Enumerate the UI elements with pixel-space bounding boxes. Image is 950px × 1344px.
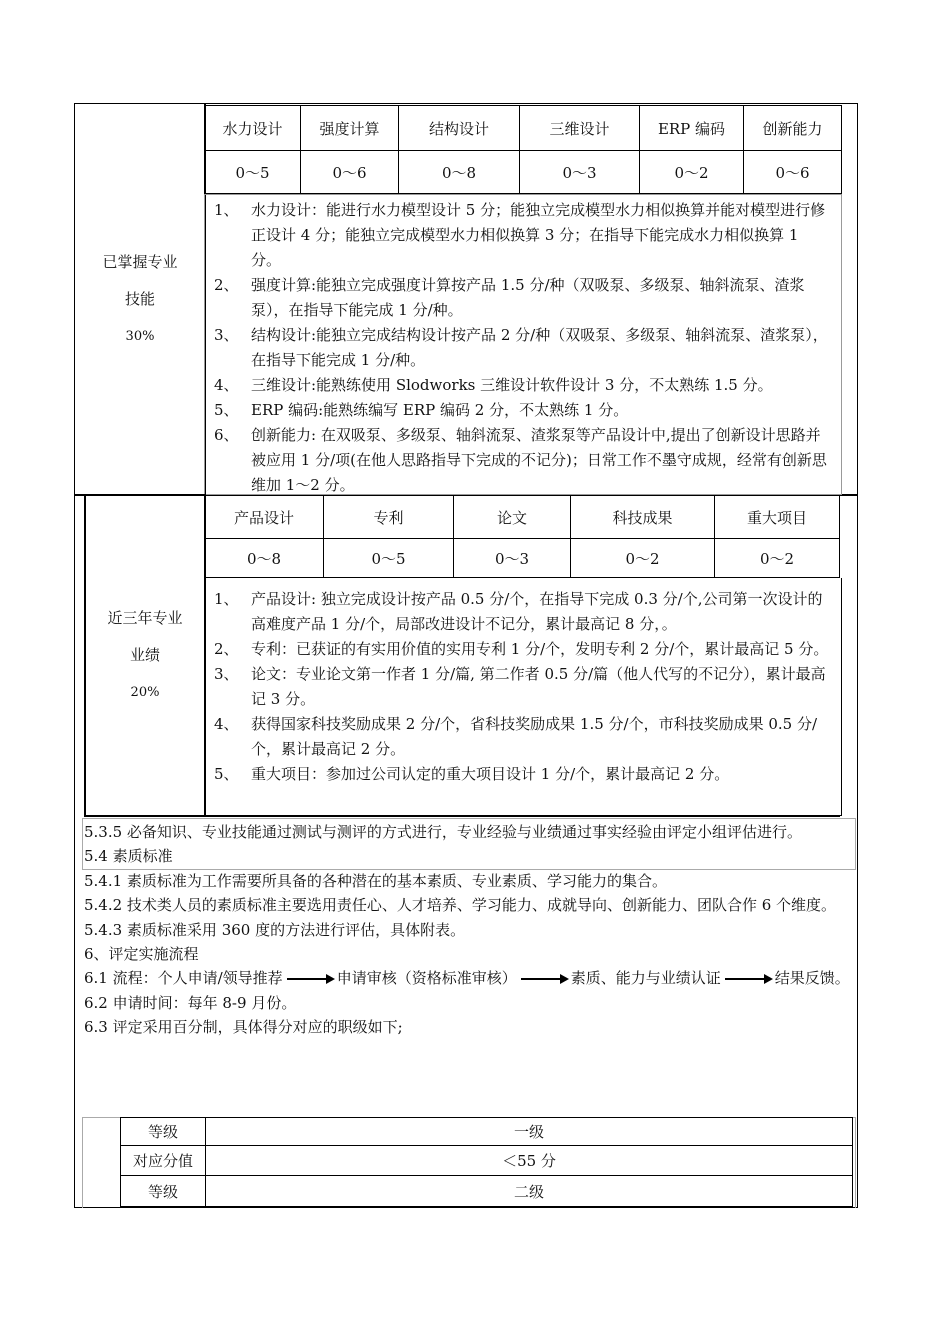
performance-header: 专利 [323, 495, 454, 539]
grade-key: 对应分值 [120, 1145, 206, 1176]
skill-header: 三维设计 [519, 105, 640, 151]
skills-criteria-list [214, 198, 832, 498]
paragraph-5-4-1: 5.4.1 素质标准为工作需要所具备的各种潜在的基本素质、专业素质、学习能力的集合。 [84, 871, 667, 890]
paragraph-6-3: 6.3 评定采用百分制，具体得分对应的职级如下; [84, 1018, 403, 1037]
performance-range: 0～3 [453, 538, 571, 578]
performance-header: 论文 [453, 495, 571, 539]
paragraph-5-3-5: 5.3.5 必备知识、专业技能通过测试与测评的方式进行，专业经验与业绩通过事实经验由评定小组评估进行。 [84, 823, 802, 841]
grade-value: 二级 [205, 1175, 853, 1207]
list-item: 2、 强度计算:能独立完成强度计算按产品 1.5 分/种（双吸泵、多级泵、轴斜流泵、渣浆泵），在指导下能完成 1 分/种。 [214, 276, 805, 319]
performance-range: 0～2 [570, 538, 715, 578]
list-item: 3、 结构设计:能独立完成结构设计按产品 2 分/种（双吸泵、多级泵、轴斜流泵、渣浆泵），在指导下能完成 1 分/种。 [214, 326, 828, 369]
performance-range: 0～2 [714, 538, 840, 578]
skill-range: 0～5 [204, 150, 301, 194]
grade-key: 等级 [120, 1117, 206, 1146]
list-item: 1、 产品设计: 独立完成设计按产品 0.5 分/个，在指导下完成 0.3 分/个,公司第一次设计的高难度产品 1 分/个，局部改进设计不记分，累计最高记 8 分，。 [214, 590, 823, 633]
grade-value: ＜55 分 [205, 1145, 853, 1176]
list-item: 1、 水力设计：能进行水力模型设计 5 分；能独立完成模型水力相似换算并能对模型进行修正设计 4 分；能独立完成模型水力相似换算 3 分；在指导下能完成水力相似换算 1 分。 [214, 201, 826, 269]
paragraph-5-4-2: 5.4.2 技术类人员的素质标准主要选用责任心、人才培养、学习能力、成就导向、创新能力、团队合作 6 个维度。 [84, 896, 837, 915]
body-text [84, 820, 854, 1040]
paragraph-5-4: 5.4 素质标准 [84, 847, 173, 866]
arrow-right-icon [521, 978, 567, 980]
performance-header: 重大项目 [714, 495, 840, 539]
skill-range: 0～8 [398, 150, 520, 194]
arrow-right-icon [287, 978, 333, 980]
list-item: 2、 专利：已获证的有实用价值的实用专利 1 分/个，发明专利 2 分/个，累计最高记 5 分。 [214, 640, 829, 658]
performance-criteria-list [214, 587, 832, 787]
skill-header: 结构设计 [398, 105, 520, 151]
list-item: 3、 论文：专业论文第一作者 1 分/篇, 第二作者 0.5 分/篇（他人代写的不记分），累计最高记 3 分。 [214, 665, 826, 708]
performance-section-label: 近三年专业 业绩 20% [107, 609, 183, 700]
performance-range: 0～8 [204, 538, 324, 578]
skill-range: 0～6 [743, 150, 842, 194]
skill-header: 水力设计 [204, 105, 301, 151]
list-item: 5、 ERP 编码:能熟练编写 ERP 编码 2 分，不太熟练 1 分。 [214, 401, 629, 419]
paragraph-6: 6、评定实施流程 [84, 945, 199, 964]
skills-section-label: 已掌握专业 技能 30% [102, 253, 178, 344]
skill-header: ERP 编码 [639, 105, 744, 151]
performance-header: 产品设计 [204, 495, 324, 539]
paragraph-6-2: 6.2 申请时间：每年 8-9 月份。 [84, 993, 297, 1012]
performance-header: 科技成果 [570, 495, 715, 539]
skill-range: 0～3 [519, 150, 640, 194]
list-item: 5、 重大项目：参加过公司认定的重大项目设计 1 分/个，累计最高记 2 分。 [214, 765, 730, 783]
skill-range: 0～6 [300, 150, 399, 194]
paragraph-6-1-flow: 6.1 流程：个人申请/领导推荐 申请审核（资格标准审核） 素质、能力与业绩认证 结果反馈。 [84, 969, 850, 988]
grade-key: 等级 [120, 1175, 206, 1207]
arrow-right-icon [725, 978, 771, 980]
skill-header: 创新能力 [743, 105, 842, 151]
list-item: 4、 三维设计:能熟练使用 Slodworks 三维设计软件设计 3 分，不太熟练 1.5 分。 [214, 376, 773, 394]
paragraph-5-4-3: 5.4.3 素质标准采用 360 度的方法进行评估，具体附表。 [84, 920, 466, 939]
list-item: 4、 获得国家科技奖励成果 2 分/个，省科技奖励成果 1.5 分/个，市科技奖励成果 0.5 分/个，累计最高记 2 分。 [214, 715, 818, 758]
grade-value: 一级 [205, 1117, 853, 1146]
skill-range: 0～2 [639, 150, 744, 194]
list-item: 6、 创新能力: 在双吸泵、多级泵、轴斜流泵、渣浆泵等产品设计中,提出了创新设计思路并被应用 1 分/项(在他人思路指导下完成的不记分)；日常工作不墨守成规，经常有创新思维加 1～2 分。 [214, 426, 827, 494]
skill-header: 强度计算 [300, 105, 399, 151]
performance-range: 0～5 [323, 538, 454, 578]
